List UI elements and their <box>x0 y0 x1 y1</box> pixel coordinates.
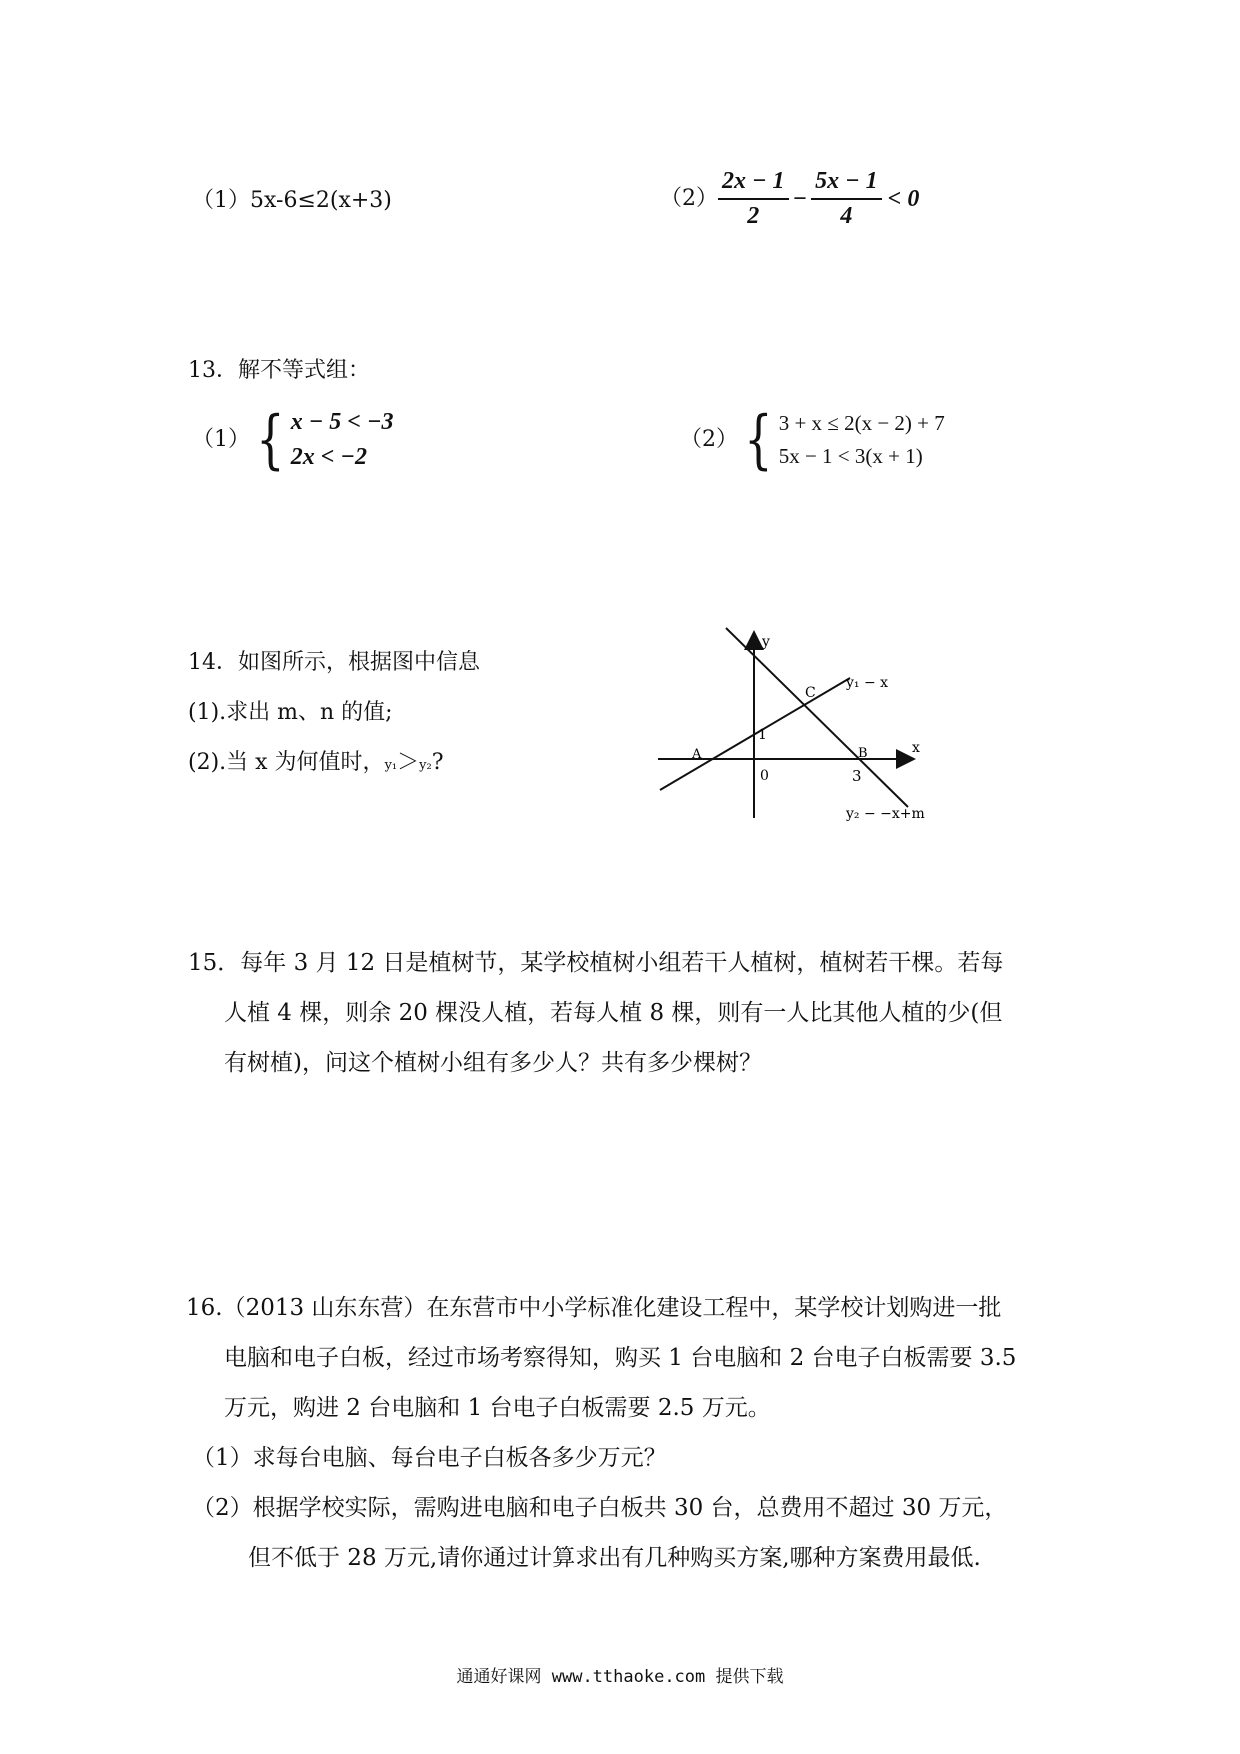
q12-part1: （1）5x-6≤2(x+3) <box>192 188 392 213</box>
label-y1-eq: y₁ − x <box>846 675 889 691</box>
q12-tail: < 0 <box>887 185 920 212</box>
q14-gt: ＞ <box>397 750 420 775</box>
label-1: 1 <box>758 727 767 743</box>
q14-title: 14．如图所示，根据图中信息 <box>188 650 480 675</box>
q13-part2-line2: 5x − 1 < 3(x + 1) <box>778 444 923 468</box>
q13-part1-line2: 2x < −2 <box>290 444 367 470</box>
label-y: y <box>762 634 770 650</box>
q14-question-mark: ? <box>431 750 444 775</box>
q16-subq2-line1: （2）根据学校实际，需购进电脑和电子白板共 30 台，总费用不超过 30 万元， <box>192 1495 1008 1521</box>
q13-part1-label: （1） <box>192 427 250 452</box>
footer-download-note: 通通好课网 www.tthaoke.com 提供下载 <box>456 1667 784 1687</box>
q13-part1-brace: { <box>256 403 285 477</box>
label-B: B <box>858 746 868 761</box>
q12-frac1-numerator: 2x − 1 <box>718 168 789 200</box>
q14-y1: y₁ <box>384 758 398 773</box>
q12-frac2-denominator: 4 <box>840 203 853 229</box>
q13-part1-line1: x − 5 < −3 <box>290 409 394 435</box>
q14-subq1: (1).求出 m、n 的值; <box>188 700 393 725</box>
q15-line3: 有树植)，问这个植树小组有多少人？共有多少棵树？ <box>224 1050 762 1076</box>
q13-part2-brace: { <box>744 403 773 477</box>
q13-part2 <box>680 403 945 477</box>
label-C: C <box>805 685 816 701</box>
q13-title: 13．解不等式组： <box>188 358 370 383</box>
q12-fraction-1 <box>718 168 789 230</box>
label-A: A <box>692 747 702 762</box>
q13-part1 <box>192 403 394 477</box>
q16-subq1: （1）求每台电脑、每台电子白板各多少万元？ <box>192 1445 667 1471</box>
q13-part2-line1: 3 + x ≤ 2(x − 2) + 7 <box>778 411 945 435</box>
q15-line2: 人植 4 棵，则余 20 棵没人植，若每人植 8 棵，则有一人比其他人植的少(但 <box>224 1000 1003 1026</box>
q16-line1: 16.（2013 山东东营）在东营市中小学标准化建设工程中，某学校计划购进一批 <box>186 1295 1002 1321</box>
label-0: 0 <box>760 768 769 784</box>
q12-minus: − <box>792 185 808 212</box>
label-y2-eq: y₂ − −x+m <box>846 806 925 822</box>
q16-subq2-line2: 但不低于 28 万元,请你通过计算求出有几种购买方案,哪种方案费用最低. <box>248 1545 981 1571</box>
q16-line3: 万元，购进 2 台电脑和 1 台电子白板需要 2.5 万元。 <box>224 1395 771 1421</box>
q12-part2-label: （2） <box>660 186 718 211</box>
q13-part2-system <box>779 411 945 469</box>
label-x: x <box>912 740 920 756</box>
q12-part2 <box>660 168 919 230</box>
q14-subq2 <box>188 752 444 774</box>
q12-fraction-2 <box>811 168 882 230</box>
q14-graph <box>640 610 960 830</box>
q16-line2: 电脑和电子白板，经过市场考察得知，购买 1 台电脑和 2 台电子白板需要 3.5 <box>224 1345 1017 1371</box>
q13-part2-label: （2） <box>680 427 738 452</box>
label-3: 3 <box>852 767 862 785</box>
q14-y2: y₂ <box>419 758 432 773</box>
q14-subq2-text: (2).当 x 为何值时， <box>188 750 385 775</box>
q12-frac1-denominator: 2 <box>747 203 760 229</box>
q15-line1: 15．每年 3 月 12 日是植树节，某学校植树小组若干人植树，植树若干棵。若每 <box>188 950 1004 976</box>
q12-frac2-numerator: 5x − 1 <box>811 168 882 200</box>
q13-part1-system <box>291 409 394 471</box>
